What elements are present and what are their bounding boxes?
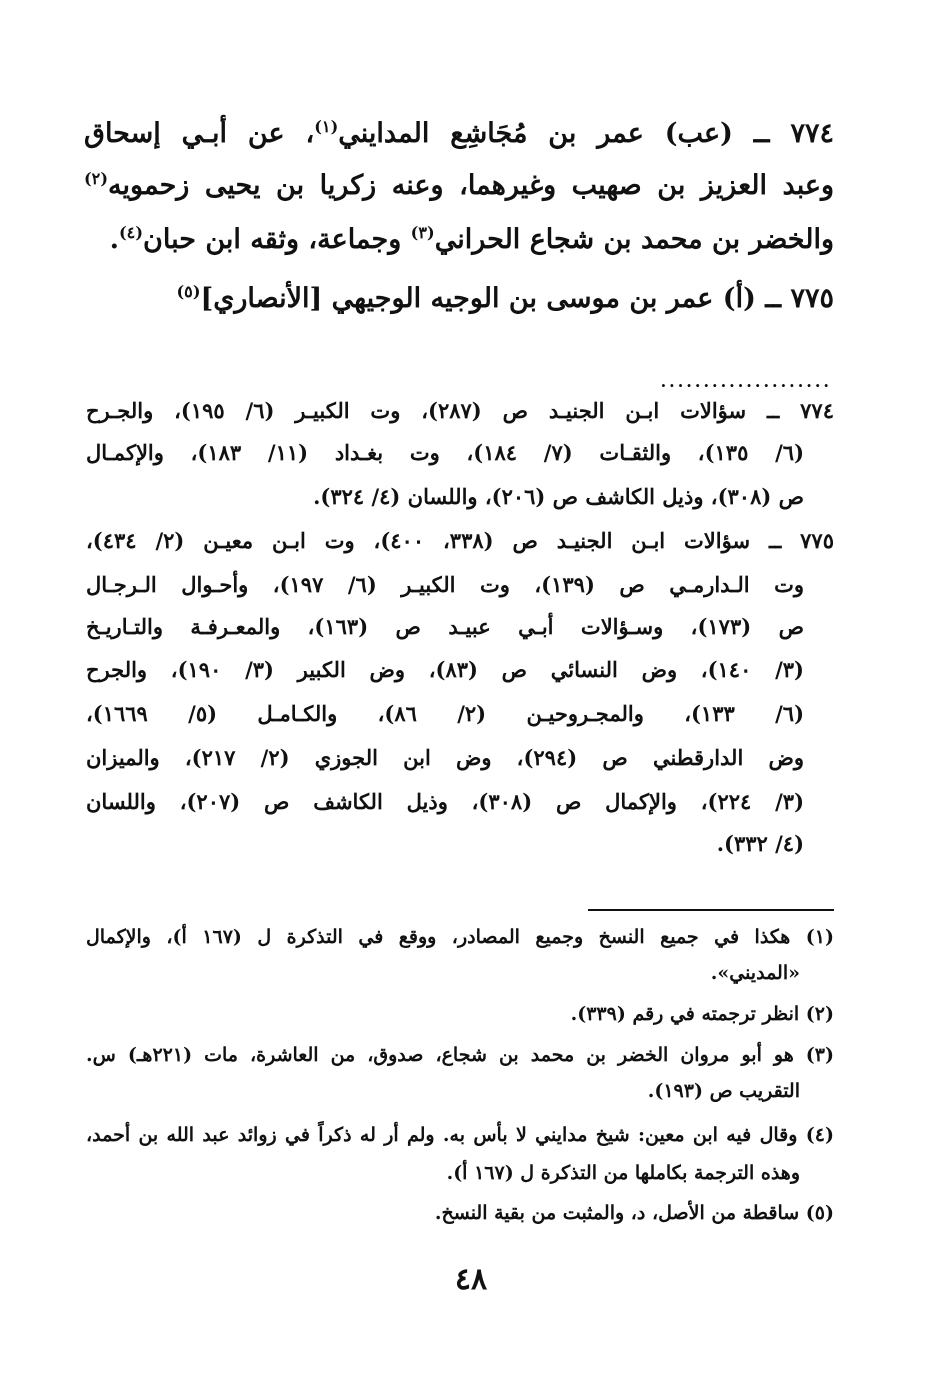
main-line-1: ٧٧٤ ــ (عب) عمر بن مُجَاشِع المدايني$^{(١)}$، عن أبـي إسحاق [84,117,834,149]
commentary-775-line-5: (٦/ ١٣٣)، والمجـروحيـن (٢/ ٨٦)، والكـامـل (٥/ ١٦٦٩)، [86,701,804,726]
commentary-775-line-3: ص (١٧٣)، وسـؤالات أبـي عبيـد ص (١٦٣)، والمعـرفـة والتـاريـخ [86,614,804,639]
footnote-ref-3: (٣) [410,223,435,242]
footnote-ref-2: (٢) [84,169,109,188]
commentary-775-line-6: وض الدارقطني ص (٢٩٤)، وض ابن الجوزي (٢/ ٢١٧)، والميزان [86,745,804,770]
commentary-775-line-1: ٧٧٥ ــ سؤالات ابـن الجنيـد ص (٣٣٨، ٤٠٠)، وت ابـن معيـن (٢/ ٤٣٤)، [86,528,834,553]
footnote-5: (٥) ساقطة من الأصل، د، والمثبت من بقية النسخ. [434,1202,834,1224]
commentary-774-line-1: ٧٧٤ ــ سؤالات ابـن الجنيـد ص (٢٨٧)، وت الكبيـر (٦/ ١٩٥)، والجـرح [86,398,834,423]
footnote-1-line-1: (١) هكذا في جميع النسخ وجميع المصادر، ووقع في التذكرة ل (١٦٧ أ)، والإكمال [86,926,834,948]
footnote-2: (٢) انظر ترجمته في رقم (٣٣٩). [570,1003,834,1025]
main-line-3: والخضر بن محمد بن شجاع الحراني$^{(٣)}$ وجماعة، وثقه ابن حبان$^{(٤)}$. [109,223,834,255]
footnote-4-line-2: وهذه الترجمة بكاملها من التذكرة ل (١٦٧ أ). [446,1162,800,1184]
footnote-4-line-1: (٤) وقال فيه ابن معين: شيخ مدايني لا بأس به. ولم أر له ذكراً في زوائد عبد الله بن أحمد، [86,1124,834,1146]
footnote-rule [588,909,834,911]
commentary-774-line-2: (٦/ ١٣٥)، والثقـات (٧/ ١٨٤)، وت بغـداد (١١/ ١٨٣)، والإكمـال [86,440,804,465]
page-number: ٤٨ [454,1262,488,1297]
footnote-1-line-2: «المديني». [710,962,800,984]
commentary-775-line-2: وت الـدارمـي ص (١٣٩)، وت الكبيـر (٦/ ١٩٧)، وأحـوال الـرجـال [86,572,804,597]
commentary-775-line-8: (٤/ ٣٣٢). [716,831,804,856]
commentary-775-line-7: (٣/ ٢٢٤)، والإكمال ص (٣٠٨)، وذيل الكاشف ص (٢٠٧)، واللسان [86,789,805,814]
main-line-2: وعبد العزيز بن صهيب وغيرهما، وعنه زكريا بن يحيى زحمويه$^{(٢)}$ [84,169,834,201]
footnote-3-line-1: (٣) هو أبو مروان الخضر بن محمد بن شجاع، صدوق، من العاشرة، مات (٢٢١هـ) س. [86,1044,834,1066]
commentary-775-line-4: (٣/ ١٤٠)، وض النسائي ص (٨٣)، وض الكبير (٣/ ١٩٠)، والجرح [86,657,804,682]
footnote-ref-1: (١) [314,117,339,136]
commentary-774-line-3: ص (٣٠٨)، وذيل الكاشف ص (٢٠٦)، واللسان (٤/ ٣٢٤). [313,484,804,509]
footnote-3-line-2: التقريب ص (١٩٣). [647,1080,800,1102]
main-line-4: ٧٧٥ ــ (أ) عمر بن موسى بن الوجيه الوجيهي [الأنصاري]$^{(٥)}$ [176,282,834,314]
separator-dots: .................... [660,372,832,391]
footnote-ref-4: (٤) [119,223,144,242]
footnote-ref-5: (٥) [176,282,201,301]
